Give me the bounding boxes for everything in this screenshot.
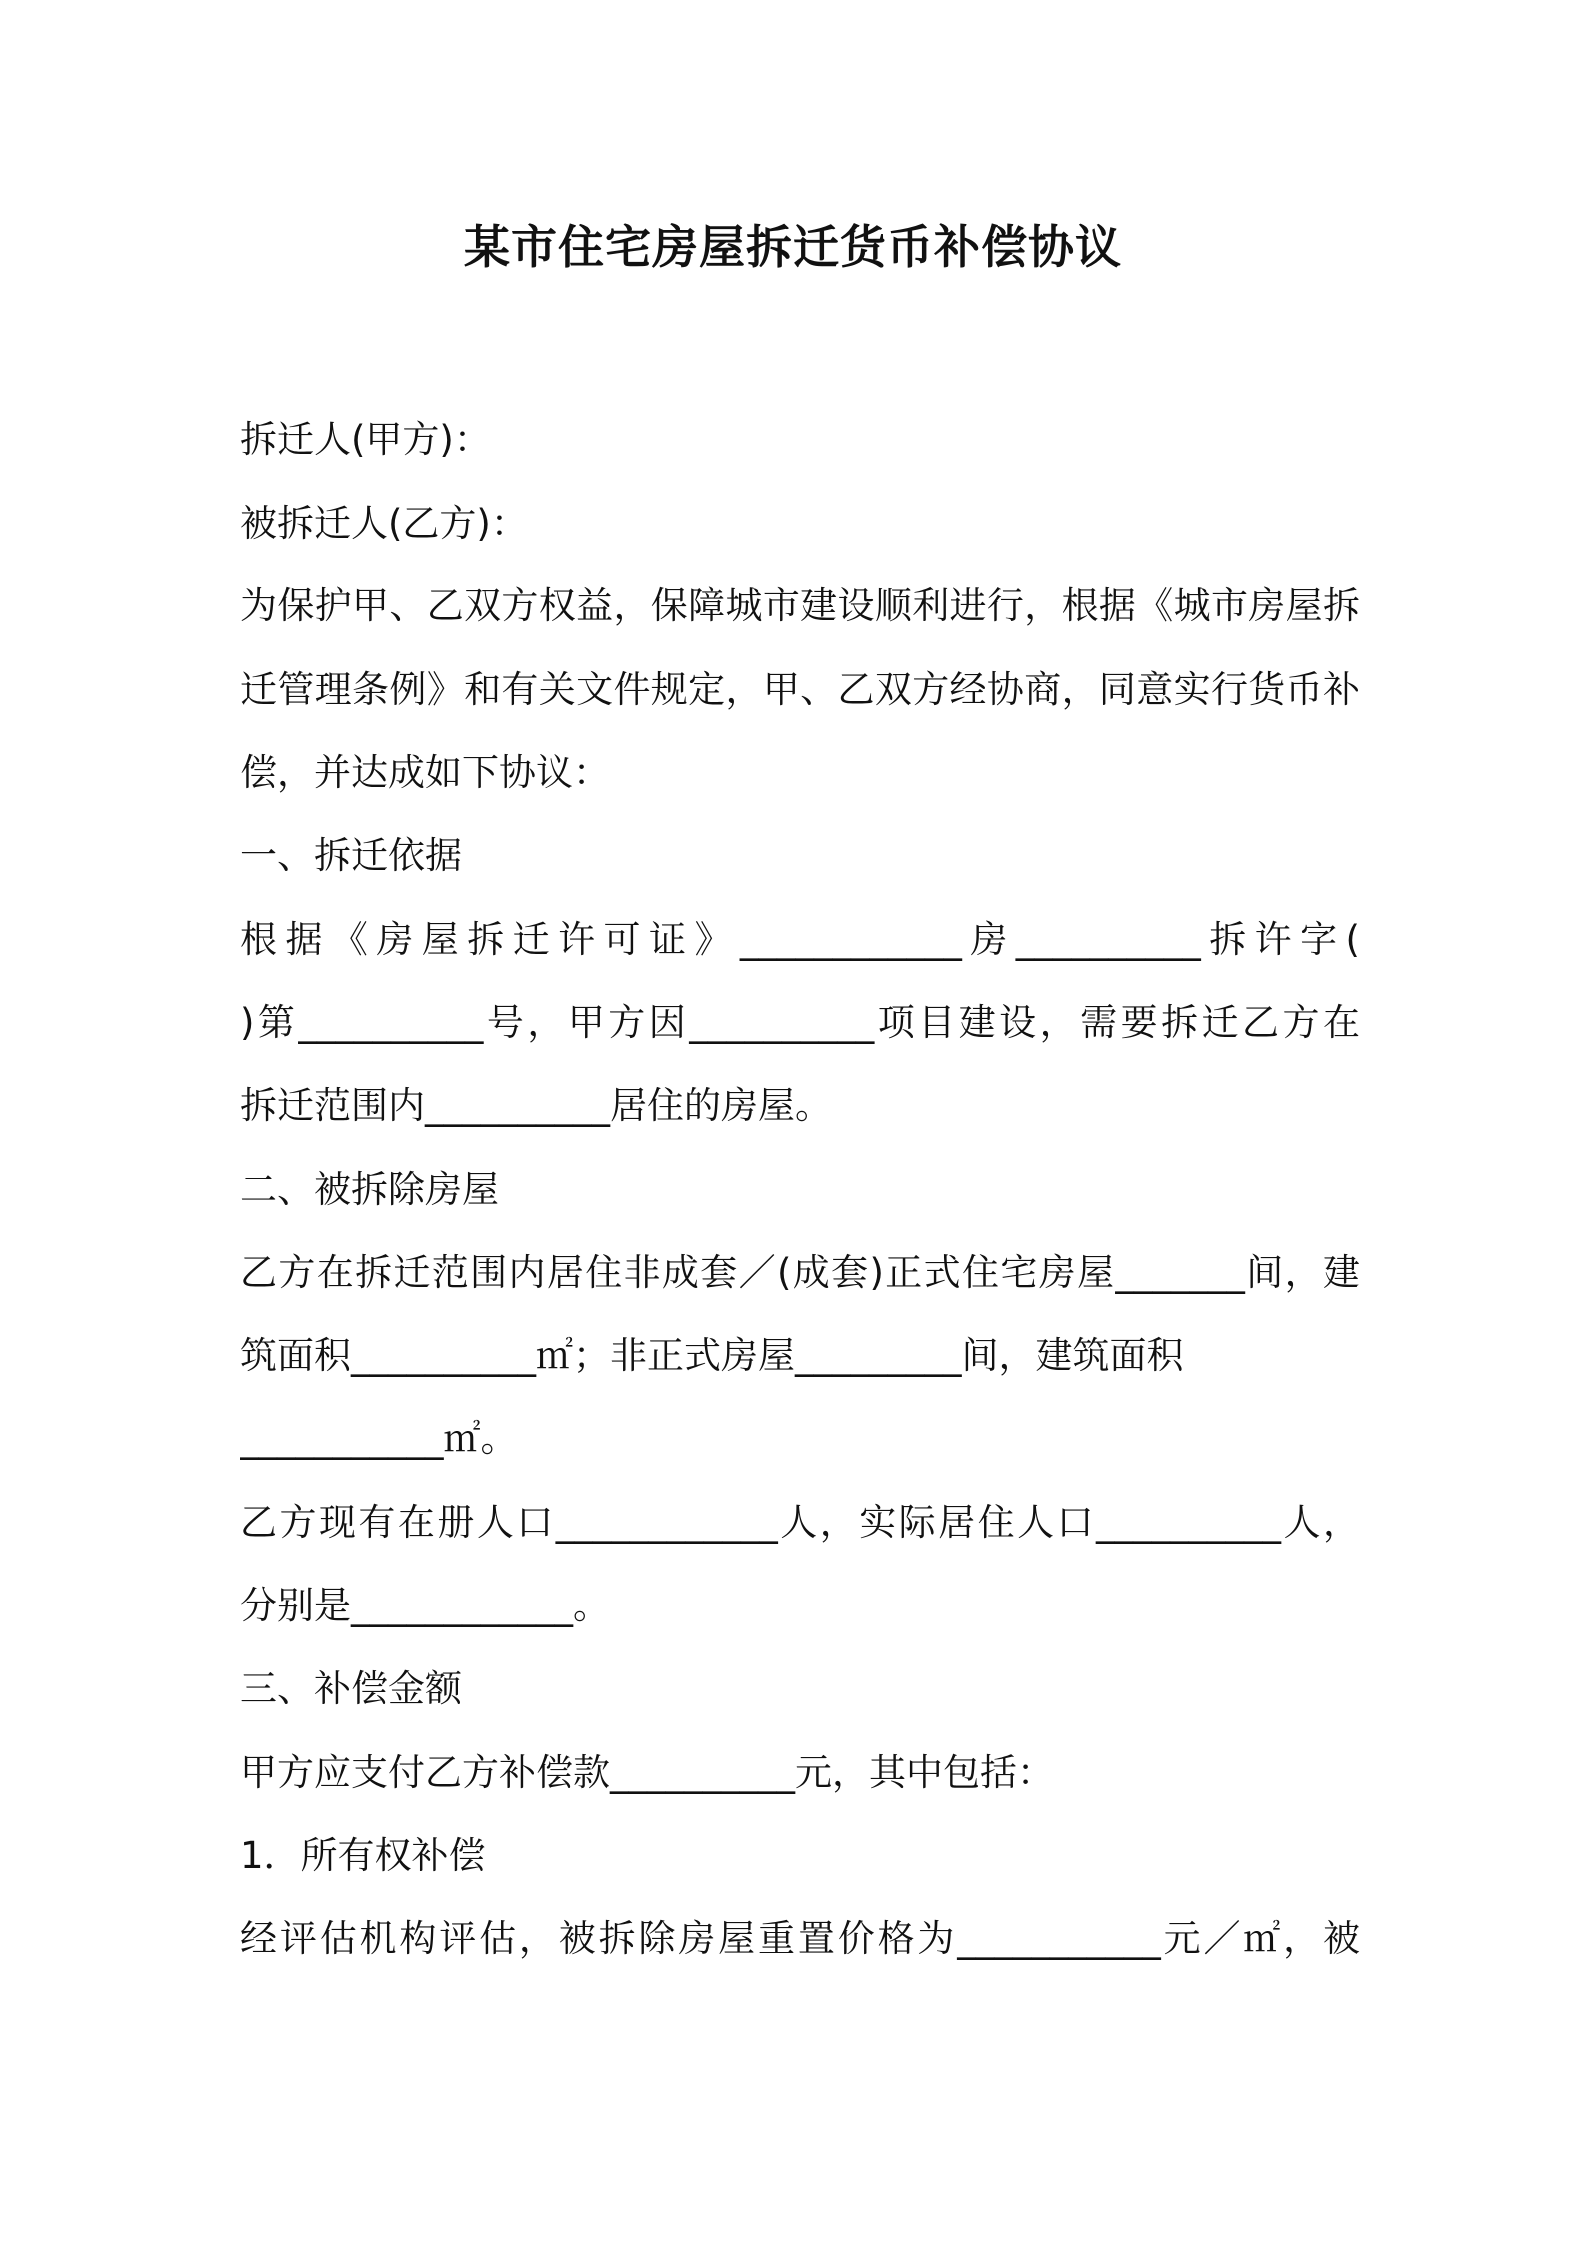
- basis-line-2: )第__________号，甲方因__________项目建设，需要拆迁乙方在: [240, 1001, 1360, 1044]
- subsection-heading-ownership: 1．所有权补偿: [240, 1834, 486, 1877]
- amount-line: 甲方应支付乙方补偿款__________元，其中包括：: [240, 1751, 1054, 1794]
- ownership-line-1: 经评估机构评估，被拆除房屋重置价格为___________元／㎡，被: [240, 1917, 1360, 1960]
- section-heading-house: 二、被拆除房屋: [240, 1168, 499, 1211]
- house-line-2: 筑面积__________㎡；非正式房屋_________间，建筑面积: [240, 1334, 1184, 1377]
- population-line-1: 乙方现有在册人口____________人，实际居住人口__________人，: [240, 1501, 1360, 1544]
- basis-line-3: 拆迁范围内__________居住的房屋。: [240, 1084, 832, 1127]
- section-heading-amount: 三、补偿金额: [240, 1667, 462, 1710]
- section-heading-basis: 一、拆迁依据: [240, 834, 462, 877]
- preamble-line-3: 偿，并达成如下协议：: [240, 751, 610, 794]
- basis-line-1: 根据《房屋拆迁许可证》____________房__________拆许字(: [240, 918, 1360, 961]
- document-title: 某市住宅房屋拆迁货币补偿协议: [464, 220, 1122, 274]
- preamble-line-2: 迁管理条例》和有关文件规定，甲、乙双方经协商，同意实行货币补: [240, 668, 1360, 711]
- preamble-line-1: 为保护甲、乙双方权益，保障城市建设顺利进行，根据《城市房屋拆: [240, 584, 1360, 627]
- house-line-3: ___________㎡。: [240, 1417, 518, 1460]
- population-line-2: 分别是____________。: [240, 1584, 610, 1627]
- house-line-1: 乙方在拆迁范围内居住非成套／(成套)正式住宅房屋_______间，建: [240, 1251, 1360, 1294]
- party-b-line: 被拆迁人(乙方)：: [240, 502, 528, 545]
- party-a-line: 拆迁人(甲方)：: [240, 418, 491, 461]
